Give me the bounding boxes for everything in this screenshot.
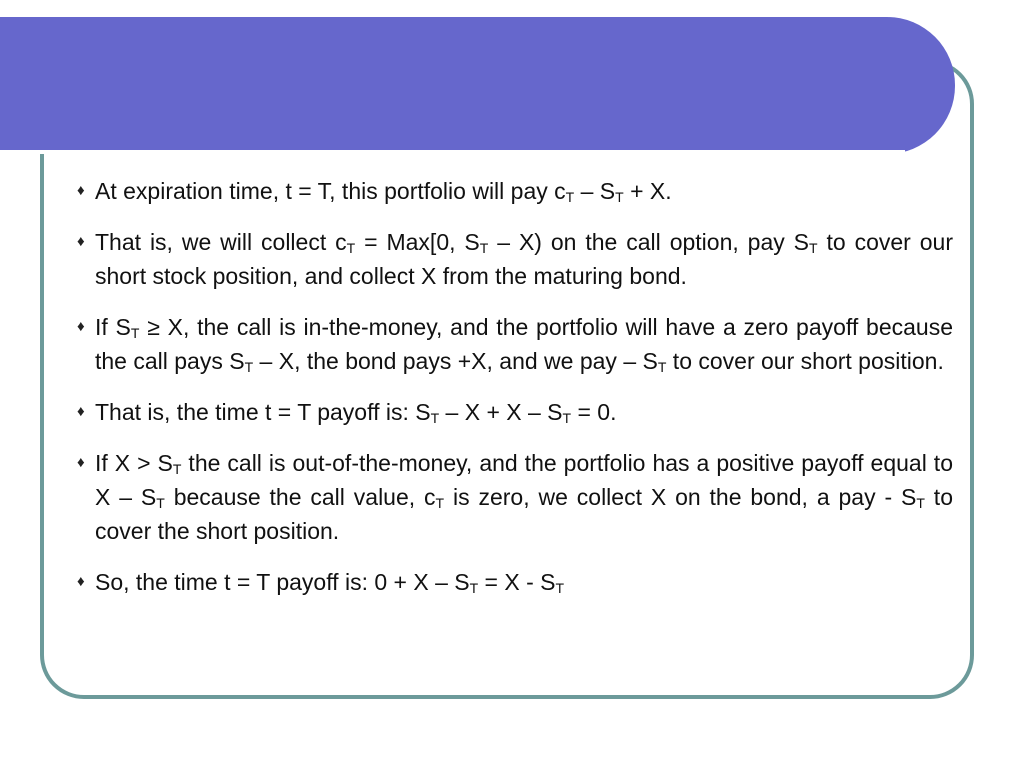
text-run: to cover our short stock position, and collect X from the maturing bond. (95, 229, 953, 289)
text-run: – X, the bond pays +X, and we pay – S (253, 348, 658, 374)
text-run: – X + X – S (439, 399, 563, 425)
text-run: to cover the short position. (95, 484, 953, 544)
paragraph-text (95, 569, 564, 595)
text-run: So, the time t = T payoff is: 0 + X – S (95, 569, 470, 595)
bullet-paragraph (77, 310, 953, 378)
bullet-paragraph (77, 225, 953, 293)
subscript: T (479, 240, 489, 256)
subscript: T (562, 410, 572, 426)
bullet-paragraph (77, 565, 953, 599)
text-run: That is, the time t = T payoff is: S (95, 399, 431, 425)
bullet-paragraph (77, 395, 953, 429)
subscript: T (565, 189, 575, 205)
paragraph-text (95, 314, 953, 374)
paragraph-text (95, 450, 953, 544)
subscript: T (130, 325, 140, 341)
diamond-bullet-icon: ♦ (77, 233, 85, 250)
text-run: the call is out-of-the-money, and the portfolio has a positive payoff equal to X – S (95, 450, 953, 510)
subscript: T (156, 495, 165, 511)
subscript: T (346, 240, 356, 256)
subscript: T (172, 461, 182, 477)
subscript: T (430, 410, 440, 426)
text-run: is zero, we collect X on the bond, a pay - S (444, 484, 917, 510)
title-underline (0, 150, 905, 154)
slide-body (77, 174, 953, 616)
subscript: T (435, 495, 445, 511)
paragraph-text (95, 229, 953, 289)
paragraph-text (95, 178, 672, 204)
text-run: to cover our short position. (666, 348, 944, 374)
text-run: + X. (623, 178, 672, 204)
text-run: If S (95, 314, 131, 340)
text-run: ≥ X, the call is in-the-money, and the portfolio will have a zero payoff because the call pays S (95, 314, 953, 374)
subscript: T (657, 359, 667, 375)
text-run: That is, we will collect c (95, 229, 347, 255)
subscript: T (244, 359, 254, 375)
text-run: = Max[0, S (355, 229, 480, 255)
subscript: T (809, 240, 818, 256)
diamond-bullet-icon: ♦ (77, 182, 85, 199)
text-run: – S (574, 178, 616, 204)
subscript: T (615, 189, 624, 205)
diamond-bullet-icon: ♦ (77, 403, 85, 420)
bullet-paragraph (77, 174, 953, 208)
subscript: T (469, 580, 479, 596)
text-run: = X - S (478, 569, 556, 595)
bullet-paragraph (77, 446, 953, 548)
text-run: – X) on the call option, pay S (488, 229, 810, 255)
diamond-bullet-icon: ♦ (77, 573, 85, 590)
text-run: At expiration time, t = T, this portfolio will pay c (95, 178, 566, 204)
text-run: = 0. (571, 399, 617, 425)
diamond-bullet-icon: ♦ (77, 454, 85, 471)
text-run: If X > S (95, 450, 173, 476)
subscript: T (555, 580, 565, 596)
paragraph-text (95, 399, 617, 425)
title-bar (0, 17, 955, 154)
text-run: because the call value, c (164, 484, 436, 510)
subscript: T (916, 495, 925, 511)
diamond-bullet-icon: ♦ (77, 318, 85, 335)
